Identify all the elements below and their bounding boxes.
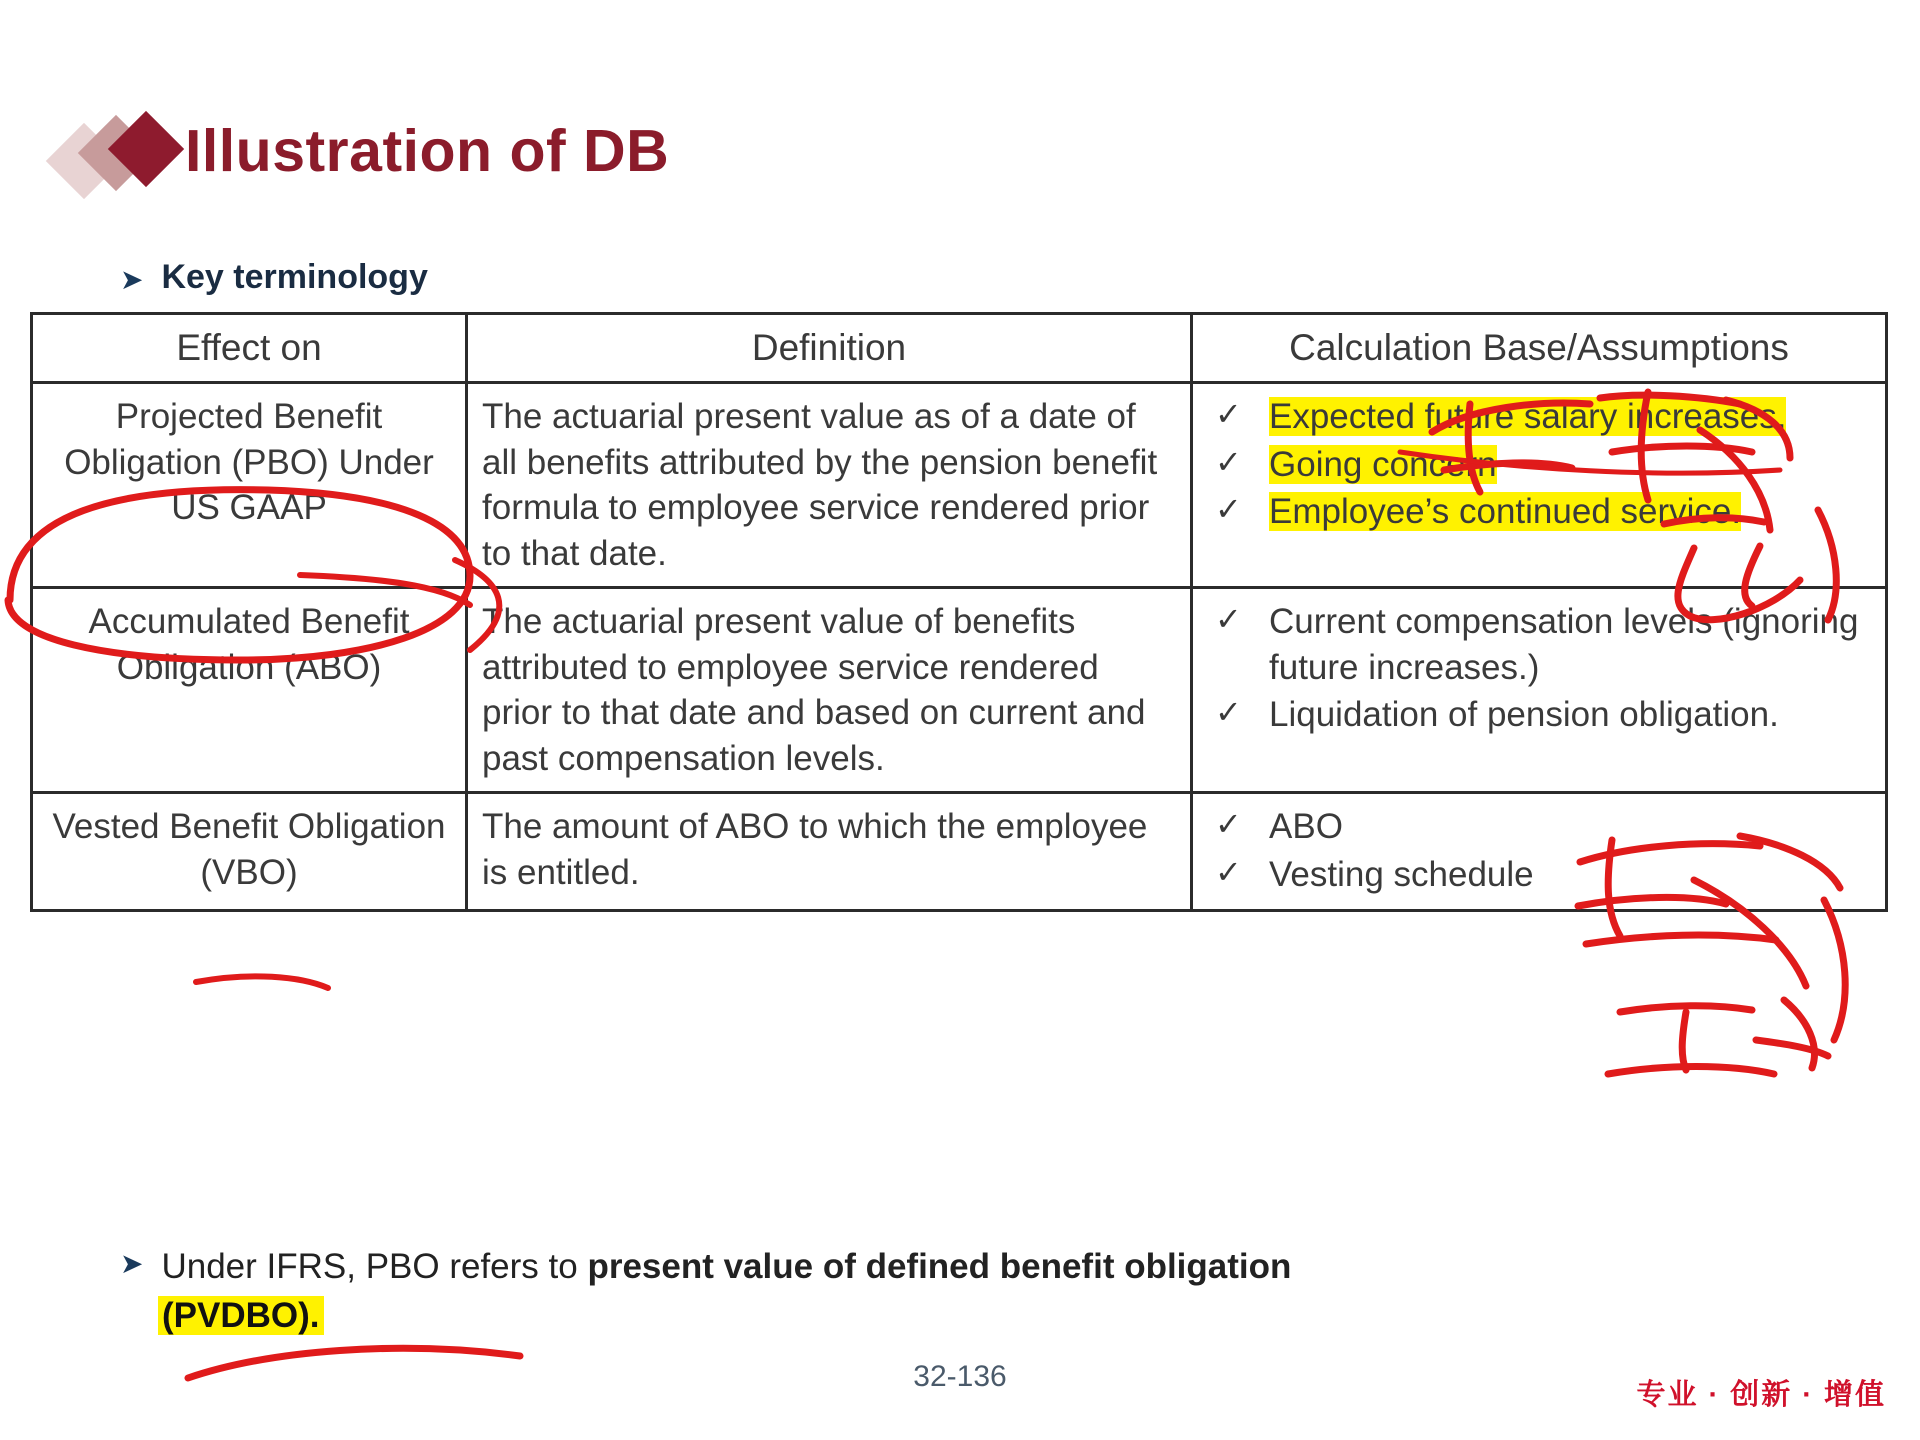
arrow-bullet-icon: ➤ [120, 1248, 144, 1279]
cell-effect-on-pbo: Projected Benefit Obligation (PBO) Under US GAAP [32, 383, 467, 588]
key-terminology-label: Key terminology [161, 258, 428, 296]
check-icon: ✓ [1215, 491, 1242, 527]
column-header-assumptions: Calculation Base/Assumptions [1192, 314, 1887, 383]
check-icon: ✓ [1215, 443, 1242, 480]
cell-definition-pbo: The actuarial present value as of a date of all benefits attributed by the pension benefit formula to employee service rendered prior to that date. [467, 383, 1192, 588]
check-icon: ✓ [1215, 853, 1242, 890]
check-icon: ✓ [1215, 396, 1242, 432]
list-item: ✓ Vesting schedule [1215, 853, 1534, 894]
pvdbo-label: (PVDBO). [158, 1296, 324, 1335]
column-header-definition: Definition [467, 314, 1192, 383]
list-item: ✓ ABO [1215, 806, 1343, 846]
bullet-ifrs-note [120, 1242, 1840, 1292]
list-item: ✓ Liquidation of pension obligation. [1215, 694, 1779, 734]
bullet-key-terminology [120, 258, 428, 297]
list-item: ✓ Employee’s continued service. [1215, 491, 1742, 531]
diamond-decoration-icon [55, 112, 175, 190]
ifrs-note-plain: Under IFRS, PBO refers to [161, 1247, 588, 1286]
check-icon: ✓ [1215, 601, 1242, 637]
table-header-row [32, 314, 1887, 383]
check-icon: ✓ [1215, 694, 1242, 730]
pvdbo-line [158, 1296, 324, 1336]
cell-effect-on-abo: Accumulated Benefit Obligation (ABO) [32, 588, 467, 793]
table-row [32, 383, 1887, 588]
column-header-effect-on: Effect on [32, 314, 467, 383]
page-title: Illustration of DB [185, 118, 670, 184]
ifrs-note-bold: present value of defined benefit obligation [587, 1247, 1292, 1286]
table-row [32, 793, 1887, 911]
brand-slogan: 专业 · 创新 · 增值 [1636, 1379, 1886, 1411]
list-item: ✓ Expected future salary increases. [1215, 396, 1787, 436]
cell-definition-vbo: The amount of ABO to which the employee is entitled. [467, 793, 1192, 911]
list-item: ✓ Current compensation levels (ignoring future increases.) [1215, 601, 1859, 687]
check-icon: ✓ [1215, 806, 1242, 842]
cell-effect-on-vbo: Vested Benefit Obligation (VBO) [32, 793, 467, 911]
list-item: ✓ Going concern [1215, 443, 1497, 484]
slide-title-row [55, 112, 669, 190]
arrow-bullet-icon: ➤ [120, 264, 144, 295]
cell-definition-abo: The actuarial present value of benefits attributed to employee service rendered prior to that date and based on current and past compensation levels. [467, 588, 1192, 793]
cell-assumptions-abo [1192, 588, 1887, 793]
page-number: 32-136 [913, 1360, 1007, 1393]
terminology-table [30, 312, 1888, 912]
cell-assumptions-pbo [1192, 383, 1887, 588]
ifrs-note-text [161, 1242, 1291, 1292]
table-row [32, 588, 1887, 793]
cell-assumptions-vbo [1192, 793, 1887, 911]
